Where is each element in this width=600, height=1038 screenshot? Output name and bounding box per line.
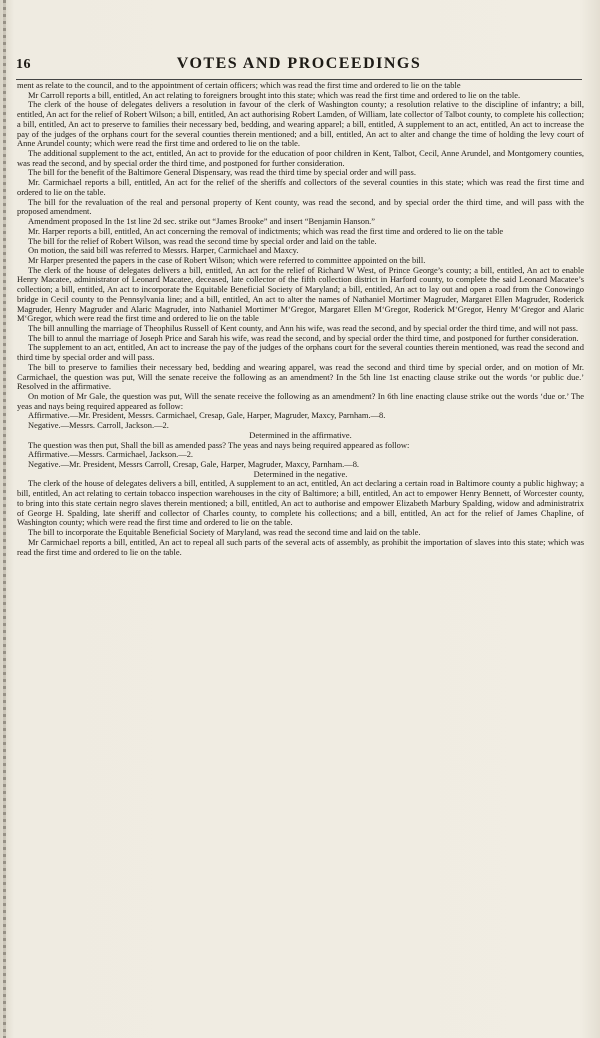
paragraph: The bill for the revaluation of the real and personal property of Kent county, was read the second, and by special order the third time, and will pass with the proposed amendment. xyxy=(17,196,584,217)
paragraph: The clerk of the house of delegates delivers a resolution in favour of the clerk of Washington county; a resolution relative to the discipline of infantry; a bill, entitled, An act for the relief of Robert Wilson; a bill, entitled, An act authorising Robert Lamden, of William, late collector of Talbot county, to complete his collection; a bill, entitled, An act to preserve to families their necessary bed, bedding, and wearing apparel; a bill, entitled, A supplement to an act, entitled, An act to increase the pay of the judges of the orphans court for the several counties therein mentioned; and a bill, entitled, An act to alter and change the time of holding the levy court of Anne Arundel county; which were read the first time and ordered to lie on the table. xyxy=(17,99,584,149)
page-header xyxy=(16,55,582,77)
paragraph: The bill annulling the marriage of Theophilus Russell of Kent county, and Ann his wife, was read the second, and by special order the third time, and will not pass. xyxy=(28,322,578,333)
body-text xyxy=(17,81,584,1032)
paragraph: ment as relate to the council, and to the appointment of certain officers; which was read the first time and ordered to lie on the table xyxy=(17,81,461,90)
vote-result: Determined in the negative. xyxy=(253,468,348,479)
paragraph: The supplement to an act, entitled, An act to increase the pay of the judges of the orphans court for the several counties therein mentioned, was read the second and third time by special order and will pass. xyxy=(17,342,584,363)
binding-edge xyxy=(3,0,6,1038)
paragraph: On motion of Mr Gale, the question was put, Will the senate receive the following as an amendment? In 6th line enacting clause strike out the words ‘due or.’ The yeas and nays being required appeared as follow: xyxy=(17,391,584,411)
paragraph: Mr. Carmichael reports a bill, entitled, An act for the relief of the sheriffs and collectors of the several counties in this state; which was read the first time and ordered to lie on the table. xyxy=(17,177,584,197)
paragraph: The bill to incorporate the Equitable Beneficial Society of Maryland, was read the second time and laid on the table. xyxy=(28,527,421,538)
paragraph: The bill for the relief of Robert Wilson, was read the second time by special order and laid on the table. xyxy=(28,235,377,246)
page-number: 16 xyxy=(16,57,31,72)
paragraph: On motion, the said bill was referred to Messrs. Harper, Carmichael and Maxcy. xyxy=(28,245,299,256)
running-title: VOTES AND PROCEEDINGS xyxy=(176,55,422,72)
paragraph: Mr. Harper reports a bill, entitled, An act concerning the removal of indictments; which was read the first time and ordered to lie on the table xyxy=(28,225,504,236)
paragraph: The clerk of the house of delegates delivers a bill, entitled, A supplement to an act, entitled, An act declaring a certain road in Baltimore county a public highway; a bill, entitled, An act relating to certain tobacco inspection warehouses in the city of Baltimore; a bill, entitled, An act to empower Henry Bennett, of Worcester county, to bring into this state certain negro slaves therein mentioned; a bill, entitled, An act to authorise and empower Elizabeth Marbury Spalding, widow and administratrix of George H. Spalding, late sheriff and collector of Charles county, to complete his collections; and a bill, entitled, An act for the relief of James Chapline, of Washington county; which were read the first time and ordered to lie on the table. xyxy=(17,478,584,528)
header-rule xyxy=(16,79,582,80)
paragraph: Mr Carroll reports a bill, entitled, An act relating to foreigners brought into this state; which was read the first time and ordered to lie on the table. xyxy=(28,89,521,100)
paragraph: The bill to preserve to families their necessary bed, bedding and wearing apparel, was read the second and third time by special order, and on motion of Mr. Carmichael, the question was put, Will the senate receive the following as an amendment? In the 5th line 1st enacting clause strike out the words ‘or public due.’ Resolved in the affirmative. xyxy=(17,361,584,392)
paragraph: Mr Harper presented the papers in the case of Robert Wilson; which were referred to committee appointed on the bill. xyxy=(28,254,426,265)
paragraph: The bill for the benefit of the Baltimore General Dispensary, was read the third time by special order and will pass. xyxy=(28,167,416,178)
vote-negative: Negative.—Mr. President, Messrs Carroll, Cresap, Gale, Harper, Magruder, Maxcy, Parnham.—8. xyxy=(28,459,360,470)
paragraph: The bill to annul the marriage of Joseph Price and Sarah his wife, was read the second, and by special order the third time, and postponed for further consideration. xyxy=(28,332,579,343)
paragraph: The question was then put, Shall the bill as amended pass? The yeas and nays being required appeared as follow: xyxy=(28,439,410,450)
vote-affirmative: Affirmative.—Messrs. Carmichael, Jackson.—2. xyxy=(28,449,194,460)
vote-affirmative: Affirmative.—Mr. President, Messrs. Carmichael, Cresap, Gale, Harper, Magruder, Maxcy, Parnham.—8. xyxy=(28,410,386,421)
vote-negative: Negative.—Messrs. Carroll, Jackson.—2. xyxy=(28,420,169,431)
vote-result: Determined in the affirmative. xyxy=(249,429,352,440)
paragraph: The clerk of the house of delegates delivers a bill, entitled, An act for the relief of Richard W West, of Prince George’s county; a bill, entitled, An act to enable Henry Macatee, administrator of Leonard Macatee, deceased, late collector of the fifth collection district in Harford county, to complete the said Leonard Macatee’s collection; a bill, entitled, An act to incorporate the Equitable Beneficial Society of Maryland; a bill, entitled, An act to lay out and open a road from the Conowingo bridge in Cecil county to the Pennsylvania line; and a bill, entitled, An act to alter the names of Nathaniel Mortimer Magruder, Margaret Ellen Magruder, Roderick Magruder, Henry Magruder and Alaric Magruder, into Nathaniel Mortimer M‘Gregor, Margaret Ellen M‘Gregor, Roderick M‘Gregor, Henry M‘Gregor and Alaric M‘Gregor, which were read the first time and ordered to lie on the table xyxy=(17,264,584,324)
paragraph: Mr Carmichael reports a bill, entitled, An act to repeal all such parts of the several acts of assembly, as prohibit the importation of slaves into this state; which was read the first time and ordered to lie on the table. xyxy=(17,536,584,557)
paragraph: Amendment proposed In the 1st line 2d sec. strike out “James Brooke” and insert “Benjamin Hanson.” xyxy=(28,216,376,227)
paragraph: The additional supplement to the act, entitled, An act to provide for the education of poor children in Kent, Talbot, Cecil, Anne Arundel, and Montgomery counties, was read the second, and by special order the third time, and postponed for further consideration. xyxy=(17,148,584,168)
